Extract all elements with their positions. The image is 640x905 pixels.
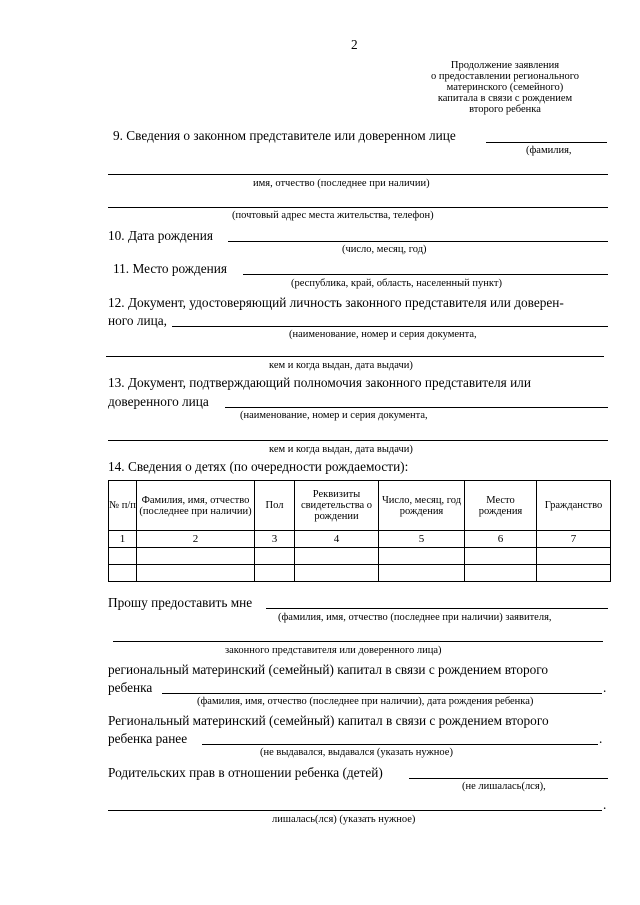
header-note-line: материнского (семейного)	[446, 82, 564, 93]
table-cell[interactable]	[109, 565, 137, 582]
section-12-hint-issued: кем и когда выдан, дата выдачи)	[269, 360, 413, 371]
column-header-birth-place: Место рождения	[465, 481, 537, 531]
birth-place-field[interactable]	[243, 274, 608, 275]
birth-date-field[interactable]	[228, 241, 608, 242]
section-13-hint-issued: кем и когда выдан, дата выдачи)	[269, 444, 413, 455]
representative-surname-field[interactable]	[486, 142, 607, 143]
request-hint-child: (фамилия, имя, отчество (последнее при наличии), дата рождения ребенка)	[197, 696, 534, 707]
section-13-title-line1: 13. Документ, подтверждающий полномочия законного представителя или	[108, 375, 531, 390]
previous-capital-field[interactable]	[202, 744, 598, 745]
request-line2-prefix: ребенка	[108, 680, 153, 695]
identity-document-field[interactable]	[172, 326, 608, 327]
section-11-hint: (республика, край, область, населенный пункт)	[291, 278, 502, 289]
section-10-hint: (число, месяц, год)	[342, 244, 427, 255]
applicant-name-field[interactable]	[266, 608, 608, 609]
section-13-hint-document: (наименование, номер и серия документа,	[240, 410, 428, 421]
column-number: 4	[295, 531, 379, 548]
parental-rights-field[interactable]	[409, 778, 608, 779]
table-cell[interactable]	[137, 565, 255, 582]
request-line2-end: .	[603, 680, 607, 695]
column-header-birth-date: Число, месяц, год рождения	[379, 481, 465, 531]
parental-hint1: (не лишалась(лся),	[462, 781, 546, 792]
section-10-title: 10. Дата рождения	[108, 228, 213, 243]
table-row	[109, 548, 611, 565]
authority-document-field[interactable]	[225, 407, 608, 408]
column-header-sex: Пол	[255, 481, 295, 531]
column-header-number: № п/п	[109, 481, 137, 531]
parental-line-end: .	[603, 797, 607, 812]
section-9-hint-surname: (фамилия,	[526, 145, 572, 156]
column-number: 2	[137, 531, 255, 548]
section-11-title: 11. Место рождения	[113, 261, 228, 276]
column-header-citizenship: Гражданство	[537, 481, 611, 531]
previous-line1: Региональный материнский (семейный) капитал в связи с рождением второго	[108, 713, 549, 728]
table-cell[interactable]	[465, 565, 537, 582]
authority-document-issued-field[interactable]	[108, 440, 608, 441]
column-number: 3	[255, 531, 295, 548]
table-cell[interactable]	[109, 548, 137, 565]
request-line1: региональный материнский (семейный) капитал в связи с рождением второго	[108, 662, 549, 677]
column-number: 5	[379, 531, 465, 548]
header-note-line: Продолжение заявления	[450, 60, 560, 71]
table-cell[interactable]	[295, 548, 379, 565]
identity-document-issued-field[interactable]	[106, 356, 604, 357]
parental-prefix: Родительских прав в отношении ребенка (детей)	[108, 765, 383, 780]
parental-rights-detail-field[interactable]	[108, 810, 602, 811]
section-9-title: 9. Сведения о законном представителе или доверенном лице	[113, 128, 456, 143]
previous-hint: (не выдавался, выдавался (указать нужное)	[260, 747, 453, 758]
request-hint-applicant: (фамилия, имя, отчество (последнее при наличии) заявителя,	[278, 612, 552, 623]
table-cell[interactable]	[255, 565, 295, 582]
parental-hint2: лишалась(лся) (указать нужное)	[272, 814, 416, 825]
section-13-title-line2: доверенного лица	[108, 394, 209, 409]
children-table	[108, 480, 611, 582]
section-9-hint-address: (почтовый адрес места жительства, телефон)	[232, 210, 434, 221]
section-12-title-line1: 12. Документ, удостоверяющий личность законного представителя или доверен-	[108, 295, 564, 310]
representative-address-field[interactable]	[108, 207, 608, 208]
previous-line2-prefix: ребенка ранее	[108, 731, 188, 746]
applicant-role-field[interactable]	[113, 641, 603, 642]
representative-name-field[interactable]	[108, 174, 608, 175]
request-hint-representative: законного представителя или доверенного лица)	[225, 645, 442, 656]
previous-line2-end: .	[599, 731, 603, 746]
table-cell[interactable]	[465, 548, 537, 565]
column-number: 7	[537, 531, 611, 548]
section-9-hint-name: имя, отчество (последнее при наличии)	[253, 178, 430, 189]
table-cell[interactable]	[137, 548, 255, 565]
table-number-row	[109, 531, 611, 548]
header-note-line: о предоставлении регионального	[430, 71, 579, 82]
column-number: 6	[465, 531, 537, 548]
request-prefix: Прошу предоставить мне	[108, 595, 253, 610]
column-header-full-name: Фамилия, имя, отчество (последнее при наличии)	[137, 481, 255, 531]
column-number: 1	[109, 531, 137, 548]
table-cell[interactable]	[255, 548, 295, 565]
table-row	[109, 565, 611, 582]
table-cell[interactable]	[537, 565, 611, 582]
section-14-title: 14. Сведения о детях (по очередности рождаемости):	[108, 459, 409, 474]
column-header-birth-certificate: Реквизиты свидетельства о рождении	[295, 481, 379, 531]
section-12-title-line2: ного лица,	[108, 313, 167, 328]
header-note-line: второго ребенка	[469, 104, 541, 115]
page-number: 2	[351, 37, 358, 52]
table-cell[interactable]	[537, 548, 611, 565]
table-cell[interactable]	[379, 548, 465, 565]
table-cell[interactable]	[295, 565, 379, 582]
header-note-line: капитала в связи с рождением	[437, 93, 573, 104]
section-12-hint-document: (наименование, номер и серия документа,	[289, 329, 477, 340]
table-header-row	[109, 481, 611, 531]
table-cell[interactable]	[379, 565, 465, 582]
child-info-field[interactable]	[162, 693, 602, 694]
